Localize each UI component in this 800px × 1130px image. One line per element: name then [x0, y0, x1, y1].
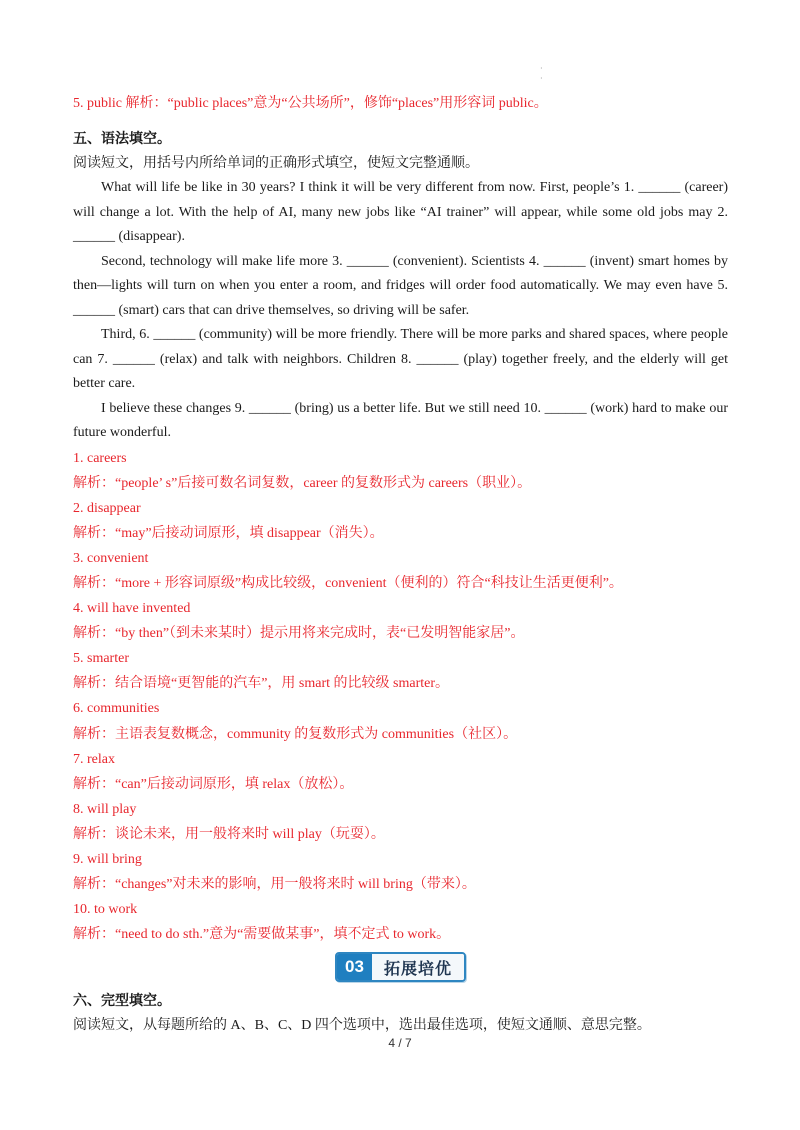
answer-8: 8. will play — [73, 801, 137, 817]
analysis-2: 解析：“may”后接动词原形，填 disappear（消失）。 — [73, 525, 384, 541]
answer-1: 1. careers — [73, 450, 127, 466]
analysis-4: 解析：“by then”（到未来某时）提示用将来完成时，表“已发明智能家居”。 — [73, 626, 525, 642]
section5-heading: 五、语法填空。 — [73, 132, 171, 147]
analysis-9: 解析：“changes”对未来的影响，用一般将来时 will bring（带来）。 — [73, 877, 476, 893]
section-badge — [335, 952, 466, 982]
decorative-dots: · · — [540, 64, 543, 83]
passage — [73, 176, 728, 446]
badge-label: 拓展培优 — [372, 954, 464, 980]
answer-10: 10. to work — [73, 902, 138, 918]
answer-list — [73, 446, 728, 948]
page-content — [73, 92, 728, 1038]
passage-paragraph-3: Third, 6. ______ (community) will be more friendly. There will be more parks and shared spaces, where people can 7. ______ (relax) and talk with neighbors. Children 8. ______ (play) together freely, and the elderly will get better care. — [73, 327, 728, 391]
section6-instruction: 阅读短文，从每题所给的 A、B、C、D 四个选项中，选出最佳选项，使短文通顺、意思完整。 — [73, 1018, 651, 1034]
analysis-6: 解析：主语表复数概念，community 的复数形式为 communities（社区）。 — [73, 726, 518, 742]
answer-4: 4. will have invented — [73, 601, 191, 617]
section5-instruction: 阅读短文，用括号内所给单词的正确形式填空，使短文完整通顺。 — [73, 156, 479, 171]
analysis-5: 解析：结合语境“更智能的汽车”，用 smart 的比较级 smarter。 — [73, 676, 450, 692]
answer-7: 7. relax — [73, 751, 115, 767]
answer-2: 2. disappear — [73, 500, 141, 516]
section-badge-row — [73, 952, 728, 982]
analysis-8: 解析：谈论未来，用一般将来时 will play（玩耍）。 — [73, 826, 385, 842]
answer-9: 9. will bring — [73, 852, 142, 867]
analysis-3: 解析：“more + 形容词原级”构成比较级，convenient（便利的）符合“科技让生活更便利”。 — [73, 575, 623, 591]
section6-heading: 六、完型填空。 — [73, 994, 171, 1010]
passage-paragraph-4: I believe these changes 9. ______ (bring) us a better life. But we still need 10. ______ (work) hard to make our future wonderful. — [73, 400, 728, 440]
answer-3: 3. convenient — [73, 550, 149, 566]
analysis-10: 解析：“need to do sth.”意为“需要做某事”，填不定式 to work。 — [73, 927, 451, 943]
analysis-7: 解析：“can”后接动词原形，填 relax（放松）。 — [73, 776, 354, 792]
page-number: 4 / 7 — [388, 1036, 412, 1050]
answer-5: 5. smarter — [73, 651, 129, 667]
answer-6: 6. communities — [73, 701, 160, 717]
passage-paragraph-1: What will life be like in 30 years? I think it will be very different from now. First, people’s 1. ______ (career) will change a lot. With the help of AI, many new jobs like “AI trainer” will appear, while some old jobs may 2. ______ (disappear). — [73, 180, 728, 244]
previous-answer-note: 5. public 解析：“public places”意为“公共场所”，修饰“places”用形容词 public。 — [73, 96, 548, 111]
passage-paragraph-2: Second, technology will make life more 3. ______ (convenient). Scientists 4. ______ (invent) smart homes by then—lights will turn on when you enter a room, and fridges will order food automatically. We may even have 5. ______ (smart) cars that can drive themselves, so driving will be safer. — [73, 253, 728, 318]
badge-number: 03 — [337, 954, 372, 980]
analysis-1: 解析：“people’ s”后接可数名词复数，career 的复数形式为 careers（职业）。 — [73, 475, 532, 491]
